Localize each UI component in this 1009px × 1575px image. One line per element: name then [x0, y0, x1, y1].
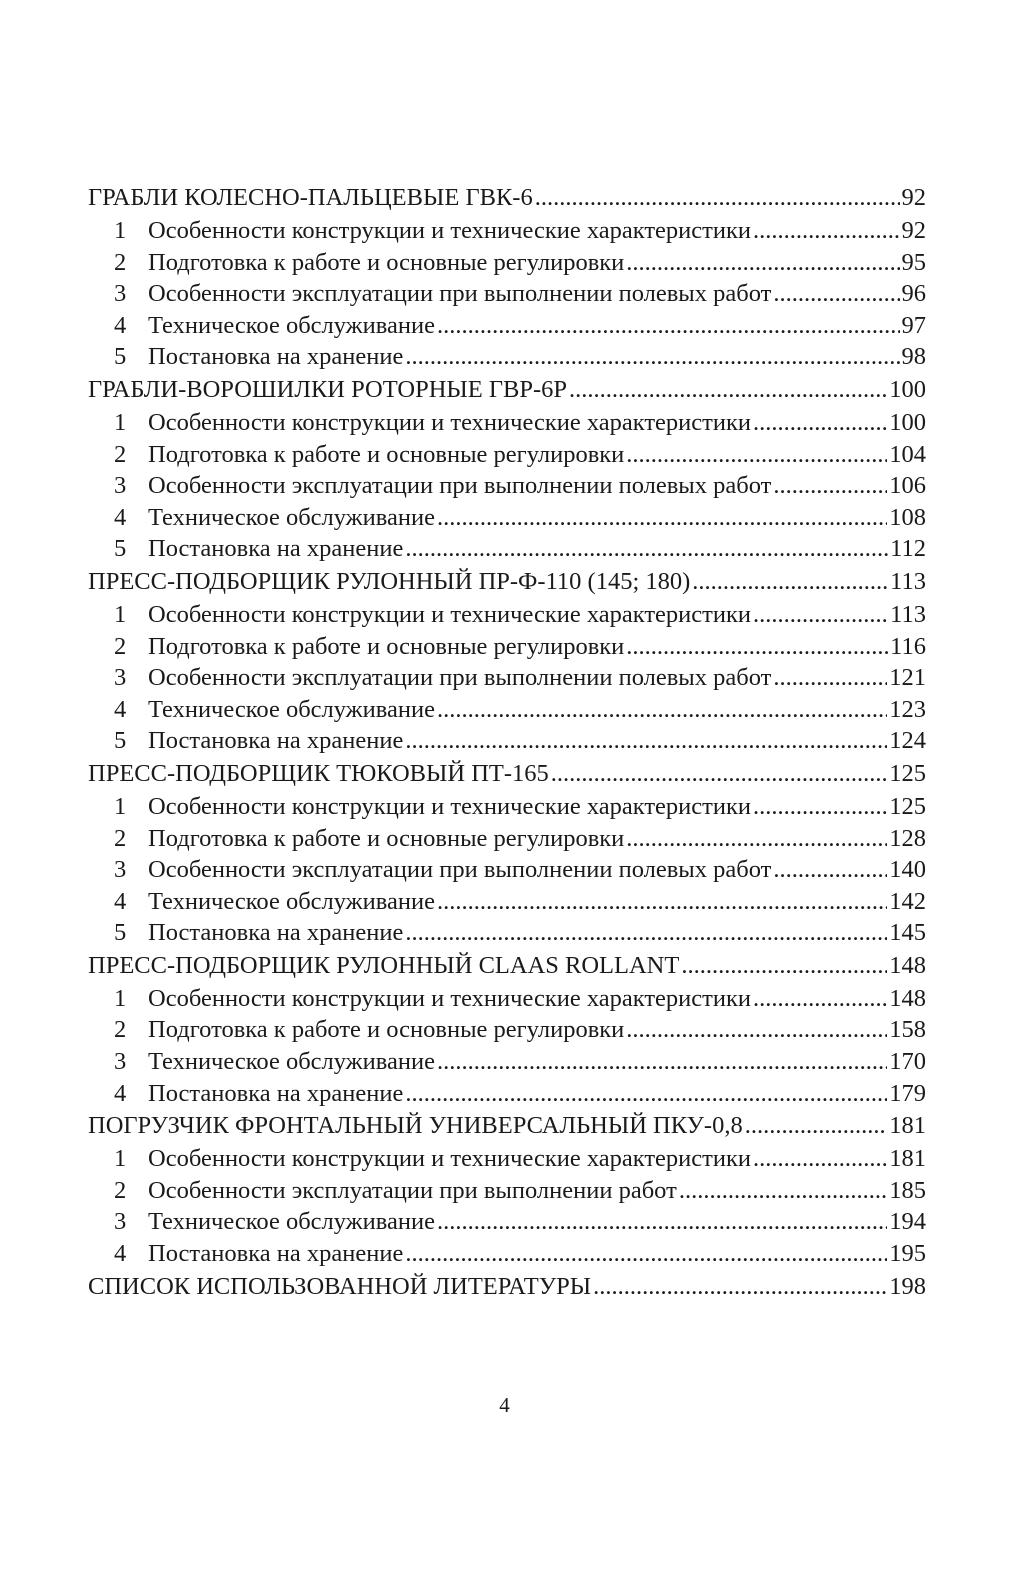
dot-leader: [405, 1082, 887, 1107]
toc-entry-number: 3: [114, 856, 127, 884]
toc-section-entry[interactable]: [88, 1242, 926, 1274]
toc-entry-number: 1: [114, 408, 127, 436]
toc-entry-number: 1: [114, 984, 127, 1012]
toc-entry-number: 5: [114, 919, 127, 947]
toc-entry-number: 2: [114, 440, 127, 468]
toc-entry-page-number: 95: [901, 248, 926, 276]
toc-entry-page-number: 124: [889, 727, 926, 755]
toc-entry-number: 4: [114, 311, 127, 339]
toc-section-entry[interactable]: [88, 729, 926, 761]
toc-section-entry[interactable]: [88, 440, 926, 475]
toc-entry-title: Особенности конструкции и технические характеристики: [148, 408, 751, 436]
toc-entry-title: Техническое обслуживание: [148, 1048, 435, 1076]
toc-section-entry[interactable]: [88, 1079, 926, 1114]
dot-leader: [773, 858, 887, 883]
toc-entry-page-number: 113: [890, 567, 926, 595]
dot-leader: [405, 921, 887, 946]
toc-section-entry[interactable]: [88, 219, 926, 251]
toc-entry-title: Особенности конструкции и технические характеристики: [148, 792, 751, 820]
toc-section-entry[interactable]: [88, 1147, 926, 1179]
toc-section-entry[interactable]: [88, 248, 926, 283]
dot-leader: [593, 1275, 887, 1300]
toc-entry-title: Особенности эксплуатации при выполнении полевых работ: [148, 472, 772, 500]
toc-entry-title: Техническое обслуживание: [148, 311, 435, 339]
dot-leader: [692, 570, 888, 595]
toc-entry-number: 1: [114, 600, 127, 628]
dot-leader: [626, 827, 887, 852]
toc-entry-title: Особенности эксплуатации при выполнении полевых работ: [148, 280, 772, 308]
toc-entry-number: 2: [114, 824, 127, 852]
toc-entry-title: Подготовка к работе и основные регулировки: [148, 824, 625, 852]
dot-leader: [773, 666, 887, 691]
toc-entry-page-number: 123: [889, 695, 926, 723]
dot-leader: [626, 443, 887, 468]
dot-leader: [405, 1242, 887, 1267]
toc-entry-title: Техническое обслуживание: [148, 1208, 435, 1236]
toc-entry-title: Постановка на хранение: [148, 1079, 404, 1107]
toc-entry-title: ПОГРУЗЧИК ФРОНТАЛЬНЫЙ УНИВЕРСАЛЬНЫЙ ПКУ-0,8: [88, 1112, 743, 1140]
toc-entry-title: Подготовка к работе и основные регулировки: [148, 248, 625, 276]
dot-leader: [405, 537, 888, 562]
dot-leader: [753, 219, 900, 244]
toc-entry-page-number: 112: [890, 535, 926, 563]
toc-chapter-entry[interactable]: [88, 759, 926, 795]
dot-leader: [569, 378, 887, 403]
dot-leader: [753, 603, 888, 628]
dot-leader: [773, 474, 887, 499]
dot-leader: [626, 635, 888, 660]
toc-entry-title: Подготовка к работе и основные регулировки: [148, 440, 625, 468]
toc-entry-title: Постановка на хранение: [148, 727, 404, 755]
toc-entry-number: 4: [114, 1079, 127, 1107]
toc-entry-title: Подготовка к работе и основные регулировки: [148, 632, 625, 660]
toc-entry-number: 1: [114, 792, 127, 820]
toc-entry-page-number: 179: [889, 1079, 926, 1107]
toc-entry-number: 3: [114, 472, 127, 500]
toc-section-entry[interactable]: [88, 858, 926, 890]
toc-entry-number: 2: [114, 1016, 127, 1044]
toc-entry-page-number: 125: [889, 759, 926, 787]
toc-entry-page-number: 116: [890, 632, 926, 660]
toc-entry-page-number: 148: [889, 984, 926, 1012]
toc-entry-page-number: 170: [889, 1048, 926, 1076]
toc-entry-title: Особенности конструкции и технические характеристики: [148, 600, 751, 628]
toc-section-entry[interactable]: [88, 537, 926, 569]
toc-entry-number: 2: [114, 248, 127, 276]
toc-chapter-entry[interactable]: [88, 1114, 926, 1147]
toc-chapter-entry[interactable]: [88, 1272, 926, 1308]
toc-entry-page-number: 195: [889, 1240, 926, 1268]
toc-section-entry[interactable]: [88, 282, 926, 314]
dot-leader: [405, 729, 887, 754]
toc-entry-page-number: 108: [889, 503, 926, 531]
toc-entry-page-number: 96: [901, 280, 926, 308]
toc-entry-title: Техническое обслуживание: [148, 887, 435, 915]
toc-entry-page-number: 142: [889, 887, 926, 915]
toc-entry-page-number: 98: [901, 343, 926, 371]
dot-leader: [437, 506, 887, 531]
toc-entry-number: 1: [114, 217, 127, 244]
toc-entry-page-number: 100: [889, 375, 926, 403]
toc-entry-number: 2: [114, 1176, 127, 1204]
toc-section-entry[interactable]: [88, 1176, 926, 1211]
toc-entry-title: Особенности конструкции и технические характеристики: [148, 1145, 751, 1173]
toc-entry-title: Постановка на хранение: [148, 535, 404, 563]
dot-leader: [753, 795, 887, 820]
toc-entry-number: 3: [114, 1208, 127, 1236]
toc-section-entry[interactable]: [88, 503, 926, 538]
toc-entry-page-number: 97: [901, 311, 926, 339]
toc-entry-number: 5: [114, 343, 127, 371]
toc-entry-title: ГРАБЛИ КОЛЕСНО-ПАЛЬЦЕВЫЕ ГВК-6: [88, 184, 533, 211]
toc-entry-number: 4: [114, 503, 127, 531]
toc-entry-title: ПРЕСС-ПОДБОРЩИК ТЮКОВЫЙ ПТ-165: [88, 759, 549, 787]
toc-entry-page-number: 128: [889, 824, 926, 852]
dot-leader: [679, 1179, 887, 1204]
toc-entry-page-number: 148: [889, 951, 926, 979]
toc-section-entry[interactable]: [88, 1050, 926, 1082]
dot-leader: [753, 411, 887, 436]
toc-section-entry[interactable]: [88, 666, 926, 698]
toc-entry-number: 4: [114, 695, 127, 723]
page-number: 4: [499, 1393, 510, 1417]
dot-leader: [437, 1210, 887, 1235]
dot-leader: [437, 314, 900, 339]
toc-entry-page-number: 100: [889, 408, 926, 436]
toc-entry-title: Постановка на хранение: [148, 343, 404, 371]
toc-entry-page-number: 121: [889, 664, 926, 692]
toc-entry-number: 4: [114, 887, 127, 915]
toc-section-entry[interactable]: [88, 474, 926, 506]
toc-entry-page-number: 181: [889, 1145, 926, 1173]
toc-entry-page-number: 145: [889, 919, 926, 947]
toc-chapter-entry[interactable]: [88, 951, 926, 987]
toc-entry-page-number: 181: [889, 1112, 926, 1140]
dot-leader: [437, 698, 887, 723]
toc-section-entry[interactable]: [88, 1210, 926, 1242]
toc-section-entry[interactable]: [88, 887, 926, 922]
toc-section-entry[interactable]: [88, 921, 926, 953]
toc-entry-number: 2: [114, 632, 127, 660]
toc-entry-number: 1: [114, 1145, 127, 1173]
dot-leader: [681, 954, 887, 979]
toc-section-entry[interactable]: [88, 984, 926, 1019]
toc-entry-page-number: 106: [889, 472, 926, 500]
toc-entry-title: Техническое обслуживание: [148, 695, 435, 723]
toc-entry-page-number: 198: [889, 1272, 926, 1300]
toc-entry-title: Техническое обслуживание: [148, 503, 435, 531]
toc-section-entry[interactable]: [88, 792, 926, 827]
toc-entry-number: 3: [114, 1048, 127, 1076]
toc-section-entry[interactable]: [88, 824, 926, 859]
toc-chapter-entry[interactable]: [88, 375, 926, 411]
toc-entry-page-number: 92: [901, 184, 926, 211]
toc-entry-title: СПИСОК ИСПОЛЬЗОВАННОЙ ЛИТЕРАТУРЫ: [88, 1272, 592, 1300]
toc-entry-title: Постановка на хранение: [148, 919, 404, 947]
toc-entry-page-number: 113: [890, 600, 926, 628]
toc-section-entry[interactable]: [88, 1018, 926, 1050]
toc-entry-page-number: 140: [889, 856, 926, 884]
toc-entry-title: Особенности конструкции и технические характеристики: [148, 217, 751, 244]
toc-entry-number: 3: [114, 280, 127, 308]
toc-entry-page-number: 92: [901, 217, 926, 244]
dot-leader: [626, 251, 899, 276]
toc-entry-number: 4: [114, 1240, 127, 1268]
dot-leader: [405, 345, 899, 370]
toc-entry-page-number: 104: [889, 440, 926, 468]
toc-chapter-entry[interactable]: [88, 186, 926, 219]
toc-chapter-entry[interactable]: [88, 567, 926, 603]
toc-entry-title: Подготовка к работе и основные регулировки: [148, 1016, 625, 1044]
toc-entry-title: ГРАБЛИ-ВОРОШИЛКИ РОТОРНЫЕ ГВР-6Р: [88, 375, 568, 403]
toc-section-entry[interactable]: [88, 311, 926, 346]
toc-entry-title: Постановка на хранение: [148, 1240, 404, 1268]
toc-entry-page-number: 125: [889, 792, 926, 820]
toc-entry-title: Особенности эксплуатации при выполнении полевых работ: [148, 664, 772, 692]
dot-leader: [551, 762, 887, 787]
toc-entry-page-number: 194: [889, 1208, 926, 1236]
toc-entry-title: Особенности эксплуатации при выполнении полевых работ: [148, 856, 772, 884]
toc-section-entry[interactable]: [88, 408, 926, 443]
dot-leader: [437, 890, 887, 915]
toc-entry-page-number: 158: [889, 1016, 926, 1044]
toc-section-entry[interactable]: [88, 345, 926, 377]
toc-section-entry[interactable]: [88, 695, 926, 730]
dot-leader: [437, 1050, 887, 1075]
toc-entry-title: ПРЕСС-ПОДБОРЩИК РУЛОННЫЙ CLAAS ROLLANT: [88, 951, 680, 979]
toc-entry-title: Особенности эксплуатации при выполнении работ: [148, 1176, 677, 1204]
toc-entry-number: 5: [114, 535, 127, 563]
toc-section-entry[interactable]: [88, 600, 926, 635]
table-of-contents: [88, 185, 926, 1308]
dot-leader: [773, 282, 899, 307]
dot-leader: [753, 987, 887, 1012]
toc-section-entry[interactable]: [88, 632, 926, 667]
dot-leader: [535, 186, 900, 211]
dot-leader: [626, 1018, 887, 1043]
toc-entry-number: 3: [114, 664, 127, 692]
toc-entry-title: Особенности конструкции и технические характеристики: [148, 984, 751, 1012]
dot-leader: [753, 1147, 887, 1172]
toc-entry-title: ПРЕСС-ПОДБОРЩИК РУЛОННЫЙ ПР-Ф-110 (145; 180): [88, 567, 691, 595]
toc-entry-page-number: 185: [889, 1176, 926, 1204]
toc-entry-number: 5: [114, 727, 127, 755]
dot-leader: [745, 1114, 888, 1139]
